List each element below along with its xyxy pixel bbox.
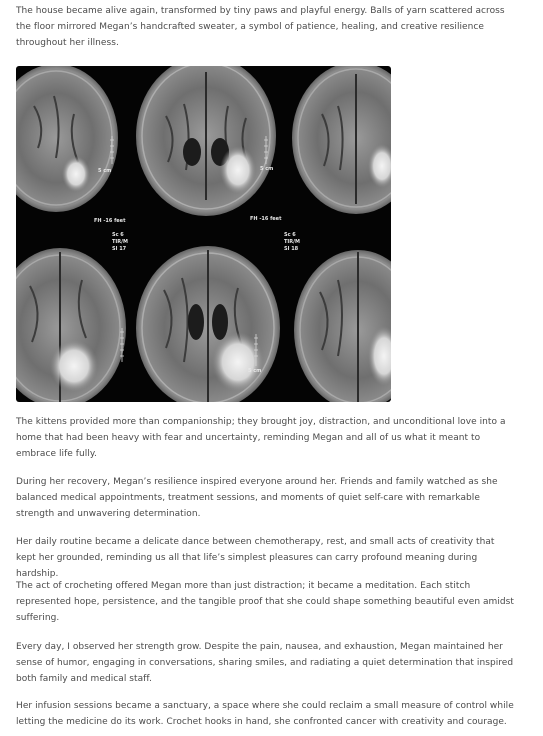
brain-slice-bottom-center [136,246,280,402]
fh-label-left: FH -16 feet [94,218,126,224]
cm-scale-label-3: 5 cm [248,368,262,374]
cm-scale-label-1: 5 cm [98,168,112,174]
paragraph-strength: Every day, I observed her strength grow. Despite the pain, nausea, and exhaustion, Megan maintained her sense of humor, engaging in conversations, sharing smiles, and radiating a quiet determination that inspired both family and medical staff. [16,642,514,684]
mri-brain-slices [16,66,391,402]
brain-slice-top-center [136,66,276,216]
paragraph-infusion: Her infusion sessions became a sanctuary, a space where she could reclaim a small measure of control while letting the medicine do its work. Crochet hooks in hand, she confronted cancer with creativity and courage. [16,701,514,727]
paragraph-intro: The house became alive again, transformed by tiny paws and playful energy. Balls of yarn scattered across the floor mirrored Megan’s handcrafted sweater, a symbol of patience, healing, and creative resilience throughout her illness. [16,6,505,48]
brain-slice-bottom-right [294,250,391,402]
paragraph-kittens: The kittens provided more than companionship; they brought joy, distraction, and unconditional love into a home that had been heavy with fear and uncertainty, reminding Megan and all of us what it meant to embrace life fully. [16,417,506,459]
mri-scan-image [16,66,391,402]
sc-label-right: Sc 6 [284,232,296,238]
brain-slice-top-left [16,66,118,212]
brain-slice-top-right [292,66,391,214]
paragraph-crocheting: The act of crocheting offered Megan more than just distraction; it became a meditation. Each stitch represented hope, persistence, and the tangible proof that she could shape something beautiful even amidst suffering. [16,581,515,623]
si-label-right: SI 18 [284,246,299,252]
tir-label-left: TIR/M [112,239,128,245]
si-label-left: SI 17 [112,246,127,252]
cm-scale-label-2: 5 cm [260,166,274,172]
brain-slice-bottom-left [16,248,126,402]
paragraph-daily-routine: Her daily routine became a delicate dance between chemotherapy, rest, and small acts of creativity that kept her grounded, reminding us all that life’s simplest pleasures can carry profound meaning during hardship. [16,537,495,579]
paragraph-recovery: During her recovery, Megan’s resilience inspired everyone around her. Friends and family watched as she balanced medical appointments, treatment sessions, and moments of quiet self-care with remarkable strength and unwavering determination. [16,477,498,519]
tir-label-right: TIR/M [284,239,300,245]
fh-label-right: FH -16 feet [250,216,282,222]
sc-label-left: Sc 6 [112,232,124,238]
